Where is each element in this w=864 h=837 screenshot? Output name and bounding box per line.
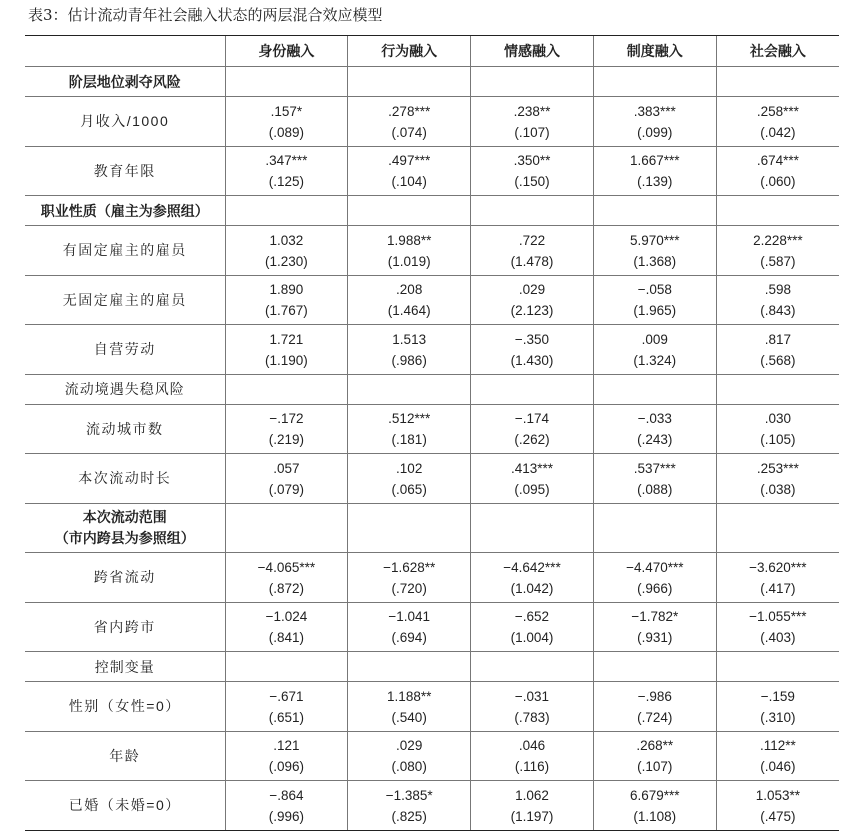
coefficient: −1.782* <box>631 609 679 625</box>
estimate-cell <box>471 404 594 454</box>
standard-error: (.107) <box>514 124 550 140</box>
empty-cell <box>471 67 594 97</box>
header-blank <box>25 36 225 67</box>
section-label <box>25 503 225 553</box>
empty-cell <box>225 374 348 404</box>
table-row <box>25 781 839 831</box>
estimate-cell <box>225 146 348 196</box>
section-label-line: 本次流动范围 <box>82 509 167 526</box>
coefficient: .046 <box>518 738 546 754</box>
standard-error: (1.019) <box>387 253 431 269</box>
standard-error: (1.478) <box>510 253 554 269</box>
coefficient: .157* <box>270 103 303 119</box>
coefficient: 6.679*** <box>630 787 680 803</box>
coefficient: −1.385* <box>385 787 433 803</box>
standard-error: (1.197) <box>510 808 554 824</box>
estimate-cell <box>716 731 839 781</box>
estimate-cell <box>225 275 348 325</box>
table-row <box>25 682 839 732</box>
empty-cell <box>593 652 716 682</box>
estimate-cell <box>225 682 348 732</box>
standard-error: (.096) <box>268 759 305 775</box>
section-label: 控制变量 <box>25 652 225 682</box>
coefficient: −.159 <box>760 688 795 704</box>
estimate-cell <box>348 602 471 652</box>
standard-error: (.843) <box>760 303 796 319</box>
standard-error: (1.190) <box>265 352 308 368</box>
standard-error: (2.123) <box>510 303 554 319</box>
coefficient: −.033 <box>637 411 672 427</box>
empty-cell <box>471 374 594 404</box>
standard-error: (.966) <box>637 580 673 596</box>
coefficient: −.058 <box>637 282 672 298</box>
coefficient: −.986 <box>637 688 672 704</box>
standard-error: (.219) <box>268 432 305 448</box>
empty-cell <box>716 67 839 97</box>
empty-cell <box>716 503 839 553</box>
estimate-cell <box>225 731 348 781</box>
table-row <box>25 325 839 375</box>
estimate-cell <box>593 781 716 831</box>
standard-error: (.720) <box>391 580 427 596</box>
coefficient: 1.721 <box>269 331 304 347</box>
coefficient: .009 <box>641 331 668 347</box>
estimate-cell <box>716 553 839 603</box>
estimate-cell <box>471 146 594 196</box>
empty-cell <box>225 652 348 682</box>
coefficient: .057 <box>273 460 300 476</box>
estimate-cell <box>716 97 839 147</box>
coefficient: 2.228*** <box>753 232 803 248</box>
regression-table <box>25 35 839 831</box>
variable-label: 无固定雇主的雇员 <box>25 275 225 325</box>
standard-error: (.475) <box>760 808 796 824</box>
estimate-cell <box>348 275 471 325</box>
coefficient: 1.032 <box>269 232 304 248</box>
coefficient: −.864 <box>269 787 304 803</box>
standard-error: (.986) <box>391 352 427 368</box>
standard-error: (.042) <box>760 124 796 140</box>
estimate-cell <box>716 146 839 196</box>
table-row <box>25 454 839 504</box>
coefficient: .413*** <box>510 460 554 476</box>
table-body <box>25 67 839 831</box>
coefficient: −1.628** <box>383 559 436 575</box>
estimate-cell <box>716 325 839 375</box>
standard-error: (.150) <box>514 174 550 190</box>
estimate-cell <box>348 226 471 276</box>
standard-error: (.105) <box>760 432 796 448</box>
estimate-cell <box>471 731 594 781</box>
empty-cell <box>225 67 348 97</box>
estimate-cell <box>225 226 348 276</box>
coefficient: .817 <box>764 331 791 347</box>
header-row <box>25 36 839 67</box>
empty-cell <box>348 196 471 226</box>
standard-error: (.651) <box>268 709 305 725</box>
coefficient: .112** <box>759 738 796 754</box>
coefficient: .537*** <box>633 460 676 476</box>
standard-error: (.074) <box>391 124 427 140</box>
standard-error: (.587) <box>760 253 796 269</box>
estimate-cell <box>471 454 594 504</box>
estimate-cell <box>348 781 471 831</box>
coefficient: 1.988** <box>387 232 432 248</box>
section-label: 职业性质（雇主为参照组） <box>25 196 225 226</box>
estimate-cell <box>471 97 594 147</box>
coefficient: .121 <box>273 738 300 754</box>
coefficient: −.031 <box>514 688 550 704</box>
coefficient: .497*** <box>388 153 431 169</box>
empty-cell <box>471 196 594 226</box>
estimate-cell <box>593 325 716 375</box>
empty-cell <box>593 196 716 226</box>
standard-error: (1.430) <box>510 352 554 368</box>
estimate-cell <box>225 781 348 831</box>
section-row <box>25 374 839 404</box>
estimate-cell <box>471 553 594 603</box>
estimate-cell <box>593 602 716 652</box>
standard-error: (1.464) <box>387 303 431 319</box>
table-row <box>25 226 839 276</box>
standard-error: (.099) <box>637 124 673 140</box>
table-row <box>25 731 839 781</box>
coefficient: 1.053** <box>755 787 800 803</box>
estimate-cell <box>471 226 594 276</box>
estimate-cell <box>348 97 471 147</box>
standard-error: (.065) <box>391 481 427 497</box>
coefficient: .674*** <box>756 153 799 169</box>
estimate-cell <box>348 553 471 603</box>
table-row <box>25 146 839 196</box>
empty-cell <box>348 503 471 553</box>
standard-error: (1.108) <box>633 808 677 824</box>
variable-label: 年龄 <box>25 731 225 781</box>
estimate-cell <box>471 781 594 831</box>
coefficient: .029 <box>518 282 546 298</box>
empty-cell <box>593 374 716 404</box>
estimate-cell <box>716 226 839 276</box>
empty-cell <box>716 652 839 682</box>
table-row <box>25 602 839 652</box>
coefficient: .029 <box>396 738 423 754</box>
empty-cell <box>348 652 471 682</box>
standard-error: (1.042) <box>510 580 554 596</box>
estimate-cell <box>225 325 348 375</box>
coefficient: 1.667*** <box>630 153 680 169</box>
empty-cell <box>593 67 716 97</box>
table-row <box>25 404 839 454</box>
standard-error: (.089) <box>268 124 305 140</box>
standard-error: (1.324) <box>633 352 677 368</box>
estimate-cell <box>593 682 716 732</box>
column-header: 情感融入 <box>471 36 594 67</box>
section-label: 流动境遇失稳风险 <box>25 374 225 404</box>
coefficient: −3.620*** <box>749 559 807 575</box>
coefficient: −.174 <box>514 411 550 427</box>
standard-error: (.038) <box>760 481 796 497</box>
coefficient: .722 <box>518 232 546 248</box>
standard-error: (1.004) <box>510 630 554 646</box>
standard-error: (.931) <box>637 630 673 646</box>
coefficient: −.172 <box>269 411 304 427</box>
section-label: 阶层地位剥夺风险 <box>25 67 225 97</box>
coefficient: −4.470*** <box>626 559 684 575</box>
standard-error: (.125) <box>268 174 305 190</box>
coefficient: .030 <box>764 411 791 427</box>
estimate-cell <box>716 602 839 652</box>
coefficient: .268** <box>636 738 674 754</box>
coefficient: 1.188** <box>387 688 432 704</box>
section-label-line: （市内跨县为参照组） <box>54 530 195 547</box>
estimate-cell <box>593 731 716 781</box>
variable-label: 月收入/1000 <box>25 97 225 147</box>
standard-error: (.872) <box>268 580 305 596</box>
coefficient: 1.513 <box>392 331 427 347</box>
table-row <box>25 553 839 603</box>
coefficient: .383*** <box>633 103 676 119</box>
empty-cell <box>716 196 839 226</box>
estimate-cell <box>716 781 839 831</box>
coefficient: .102 <box>396 460 423 476</box>
standard-error: (.694) <box>391 630 427 646</box>
estimate-cell <box>348 404 471 454</box>
column-header: 身份融入 <box>225 36 348 67</box>
variable-label: 省内跨市 <box>25 602 225 652</box>
coefficient: .598 <box>764 282 791 298</box>
estimate-cell <box>593 97 716 147</box>
coefficient: .208 <box>396 282 423 298</box>
coefficient: −1.055*** <box>749 609 807 625</box>
column-header: 社会融入 <box>716 36 839 67</box>
coefficient: −.350 <box>514 331 550 347</box>
standard-error: (.310) <box>760 709 796 725</box>
empty-cell <box>471 652 594 682</box>
estimate-cell <box>471 602 594 652</box>
standard-error: (1.965) <box>633 303 677 319</box>
coefficient: 1.890 <box>269 282 304 298</box>
standard-error: (.724) <box>637 709 673 725</box>
variable-label: 性别（女性=0） <box>25 682 225 732</box>
table-row <box>25 97 839 147</box>
empty-cell <box>716 374 839 404</box>
coefficient: .347*** <box>265 153 308 169</box>
column-header: 行为融入 <box>348 36 471 67</box>
estimate-cell <box>716 682 839 732</box>
section-row <box>25 652 839 682</box>
empty-cell <box>225 503 348 553</box>
empty-cell <box>225 196 348 226</box>
coefficient: −.652 <box>514 609 550 625</box>
coefficient: .238** <box>513 103 551 119</box>
standard-error: (.181) <box>391 432 427 448</box>
estimate-cell <box>348 682 471 732</box>
standard-error: (.243) <box>637 432 673 448</box>
estimate-cell <box>225 404 348 454</box>
coefficient: .278*** <box>388 103 431 119</box>
coefficient: 1.062 <box>515 787 549 803</box>
standard-error: (1.230) <box>265 253 308 269</box>
estimate-cell <box>593 146 716 196</box>
estimate-cell <box>225 454 348 504</box>
estimate-cell <box>348 731 471 781</box>
standard-error: (.825) <box>391 808 427 824</box>
coefficient: −4.642*** <box>503 559 561 575</box>
variable-label: 流动城市数 <box>25 404 225 454</box>
standard-error: (.568) <box>760 352 796 368</box>
standard-error: (.095) <box>514 481 550 497</box>
standard-error: (.262) <box>514 432 550 448</box>
column-header: 制度融入 <box>593 36 716 67</box>
variable-label: 本次流动时长 <box>25 454 225 504</box>
variable-label: 跨省流动 <box>25 553 225 603</box>
standard-error: (.060) <box>760 174 796 190</box>
estimate-cell <box>716 275 839 325</box>
section-row <box>25 67 839 97</box>
section-row <box>25 503 839 553</box>
estimate-cell <box>348 325 471 375</box>
standard-error: (.403) <box>760 630 796 646</box>
standard-error: (.116) <box>514 759 550 775</box>
estimate-cell <box>471 325 594 375</box>
estimate-cell <box>348 454 471 504</box>
coefficient: .253*** <box>756 460 799 476</box>
estimate-cell <box>593 275 716 325</box>
standard-error: (.139) <box>637 174 673 190</box>
section-row <box>25 196 839 226</box>
standard-error: (.107) <box>637 759 673 775</box>
empty-cell <box>471 503 594 553</box>
estimate-cell <box>593 553 716 603</box>
empty-cell <box>348 67 471 97</box>
estimate-cell <box>471 275 594 325</box>
estimate-cell <box>716 404 839 454</box>
variable-label: 自营劳动 <box>25 325 225 375</box>
estimate-cell <box>225 602 348 652</box>
estimate-cell <box>593 454 716 504</box>
standard-error: (.079) <box>268 481 305 497</box>
coefficient: −4.065*** <box>257 559 316 575</box>
empty-cell <box>593 503 716 553</box>
standard-error: (.996) <box>268 808 305 824</box>
variable-label: 教育年限 <box>25 146 225 196</box>
estimate-cell <box>225 97 348 147</box>
standard-error: (1.767) <box>265 303 308 319</box>
standard-error: (.540) <box>391 709 427 725</box>
empty-cell <box>348 374 471 404</box>
estimate-cell <box>348 146 471 196</box>
standard-error: (1.368) <box>633 253 677 269</box>
coefficient: .258*** <box>756 103 799 119</box>
estimate-cell <box>471 682 594 732</box>
coefficient: .350** <box>513 153 551 169</box>
standard-error: (.088) <box>637 481 673 497</box>
estimate-cell <box>593 404 716 454</box>
coefficient: .512*** <box>388 411 431 427</box>
standard-error: (.104) <box>391 174 427 190</box>
coefficient: −1.024 <box>265 609 308 625</box>
variable-label: 已婚（未婚=0） <box>25 781 225 831</box>
variable-label: 有固定雇主的雇员 <box>25 226 225 276</box>
table-caption: 表3：估计流动青年社会融入状态的两层混合效应模型 <box>28 6 383 24</box>
coefficient: 5.970*** <box>630 232 680 248</box>
standard-error: (.417) <box>760 580 796 596</box>
standard-error: (.841) <box>268 630 305 646</box>
estimate-cell <box>225 553 348 603</box>
estimate-cell <box>593 226 716 276</box>
table-row <box>25 275 839 325</box>
coefficient: −1.041 <box>388 609 431 625</box>
standard-error: (.046) <box>760 759 796 775</box>
estimate-cell <box>716 454 839 504</box>
standard-error: (.783) <box>514 709 550 725</box>
coefficient: −.671 <box>269 688 304 704</box>
standard-error: (.080) <box>391 759 427 775</box>
